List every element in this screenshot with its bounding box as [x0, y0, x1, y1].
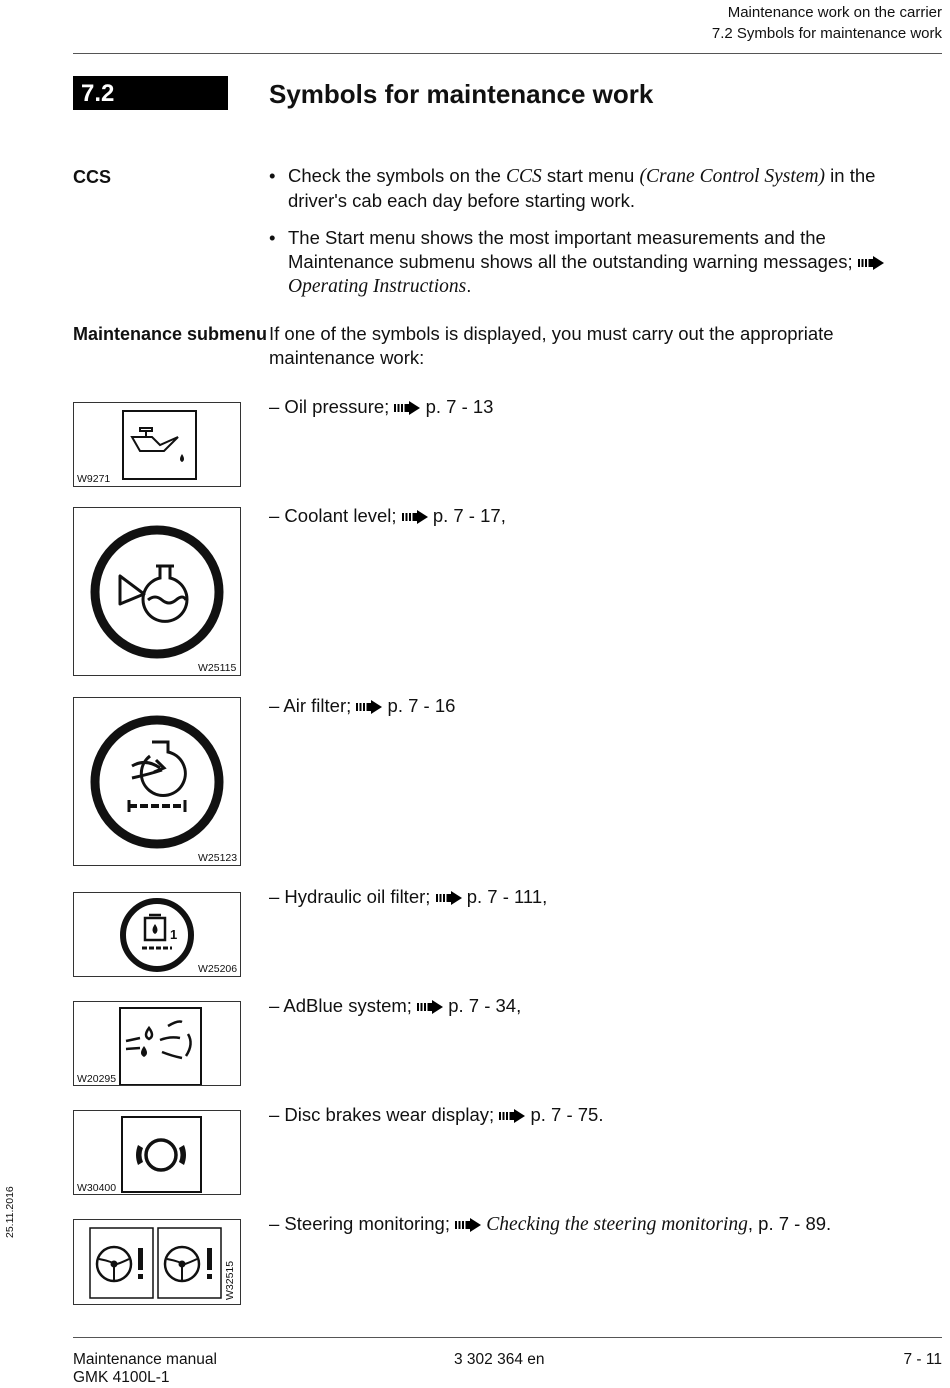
section-title: Symbols for maintenance work [269, 79, 654, 109]
disc-brakes-symbol [73, 1110, 241, 1195]
oil-pressure-symbol [73, 402, 241, 487]
item-oil-pressure: – Oil pressure; p. 7 - 13 [269, 396, 494, 417]
figure-code: W25206 [198, 963, 238, 975]
page-reference-link[interactable]: p. 7 - 16 [387, 695, 456, 716]
page-reference-link[interactable]: , p. 7 - 89. [747, 1213, 832, 1234]
maintenance-intro: If one of the symbols is displayed, you must carry out the appropriate maintenance work: [269, 323, 834, 368]
cross-reference-arrow-icon [356, 700, 382, 714]
coolant-level-icon [74, 508, 241, 676]
ccs-label: CCS [73, 167, 112, 187]
page-reference-link[interactable]: p. 7 - 111, [466, 886, 548, 907]
figure-code: W30400 [77, 1182, 117, 1194]
footer-rule [73, 1337, 942, 1338]
item-air-filter: – Air filter; p. 7 - 16 [269, 695, 456, 716]
cross-reference-arrow-icon [499, 1109, 525, 1123]
maintenance-label: Maintenance submenu [73, 324, 268, 344]
page-reference-link[interactable]: p. 7 - 13 [425, 396, 494, 417]
air-filter-icon [74, 698, 241, 866]
cross-reference-arrow-icon [394, 401, 420, 415]
header-chapter: Maintenance work on the carrier [727, 4, 942, 21]
item-disc-brakes: – Disc brakes wear display; p. 7 - 75. [269, 1104, 604, 1125]
figure-code: W20295 [77, 1073, 117, 1085]
footer-model: GMK 4100L-1 [73, 1369, 170, 1386]
operating-instructions-link[interactable]: Operating Instructions [288, 276, 467, 297]
ccs-bullet-2: • The Start menu shows the most important measurements and the Maintenance submenu shows all the outstanding warning messages; Operating Instructions. [269, 226, 929, 299]
item-coolant-level: – Coolant level; p. 7 - 17, [269, 505, 506, 526]
cross-reference-arrow-icon [436, 891, 462, 905]
item-hydraulic-oil-filter: – Hydraulic oil filter; p. 7 - 111, [269, 886, 548, 907]
adblue-system-symbol [73, 1001, 241, 1086]
steering-monitoring-symbol [73, 1219, 241, 1305]
figure-code: W9271 [77, 473, 111, 485]
item-adblue-system: – AdBlue system; p. 7 - 34, [269, 995, 522, 1016]
page-reference-link[interactable]: p. 7 - 17, [432, 505, 506, 526]
figure-code: W25123 [198, 852, 238, 864]
item-steering-monitoring: – Steering monitoring; Checking the steering monitoring, p. 7 - 89. [269, 1213, 832, 1235]
cross-reference-arrow-icon [858, 256, 884, 270]
footer-page-number: 7 - 11 [903, 1351, 942, 1368]
steering-warning-icon [74, 1220, 241, 1305]
cross-reference-arrow-icon [455, 1218, 481, 1232]
hydraulic-oil-filter-symbol [73, 892, 241, 977]
section-number: 7.2 [73, 76, 228, 110]
header-rule [73, 53, 942, 54]
footer-doc-number: 3 302 364 en [454, 1351, 545, 1368]
ccs-bullets [269, 164, 929, 299]
figure-code: W32515 [224, 1260, 236, 1300]
figure-code: W25115 [198, 662, 237, 674]
side-date: 25.11.2016 [4, 1186, 16, 1238]
ccs-bullet-1: • Check the symbols on the CCS start menu (Crane Control System) in the driver's cab each day before starting work. [269, 165, 876, 211]
page-reference-link[interactable]: p. 7 - 75. [530, 1104, 604, 1125]
cross-reference-arrow-icon [402, 510, 428, 524]
coolant-level-symbol [73, 507, 241, 676]
svg-text:1: 1 [170, 927, 178, 942]
header-section: 7.2 Symbols for maintenance work [711, 25, 942, 42]
steering-monitoring-link[interactable]: Checking the steering monitoring [486, 1214, 748, 1235]
air-filter-symbol [73, 697, 241, 866]
cross-reference-arrow-icon [417, 1000, 443, 1014]
footer-manual: Maintenance manual [73, 1351, 217, 1368]
page-reference-link[interactable]: p. 7 - 34, [448, 995, 522, 1016]
